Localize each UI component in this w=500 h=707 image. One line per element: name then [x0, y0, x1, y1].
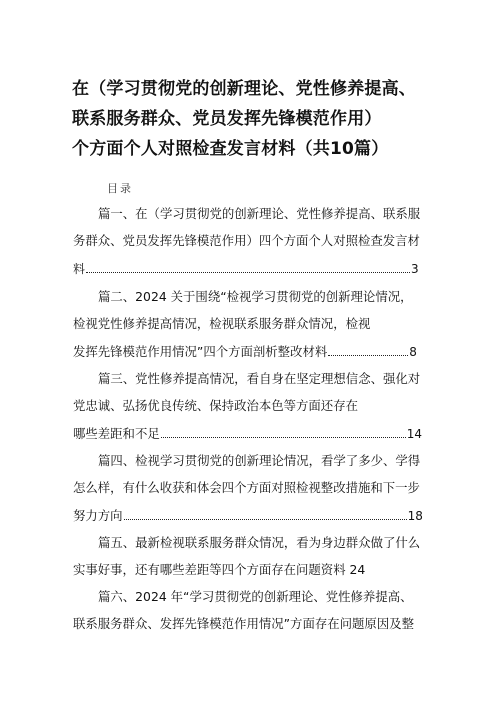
toc-entry-3-leader[interactable]: [73, 424, 422, 442]
toc-entry-6-line-2[interactable]: 联系服务群众、发挥先锋模范作用情况”方面存在问题原因及整: [73, 616, 414, 631]
toc-entry-2-last-text: 发挥先锋模范作用情况”四个方面剖析整改材料: [73, 344, 328, 359]
toc-entry-1-last-text: 料: [73, 262, 86, 276]
toc-entry-4-leader[interactable]: [73, 506, 423, 524]
toc-entry-3-last-text: 哪些差距和不足: [73, 426, 160, 441]
toc-entry-1-leader[interactable]: [73, 260, 428, 277]
title-line-1: 在（学习贯彻党的创新理论、党性修养提高、: [72, 79, 416, 99]
toc-entry-2-leader[interactable]: [73, 342, 417, 360]
toc-entry-2-line-1[interactable]: 篇二、2024 关于围绕“检视学习贯彻党的创新理论情况，: [98, 289, 413, 304]
toc-entry-5-line-1[interactable]: 篇五、最新检视联系服务群众情况，看为身边群众做了什么: [98, 535, 421, 550]
toc-entry-1-line-2[interactable]: 务群众、党员发挥先锋模范作用）四个方面个人对照检查发言材: [73, 233, 420, 248]
toc-entry-3-page: 14: [406, 427, 423, 441]
title-line-2: 联系服务群众、党员发挥先锋模范作用）: [72, 109, 382, 129]
dot-leader: [161, 427, 406, 438]
toc-entry-1-line-1[interactable]: 篇一、在（学习贯彻党的创新理论、党性修养提高、联系服: [98, 206, 421, 221]
dot-leader: [124, 509, 407, 520]
toc-entry-5-line-2[interactable]: 实事好事，还有哪些差距等四个方面存在问题资料 24: [73, 562, 366, 577]
toc-entry-6-line-1[interactable]: 篇六、2024 年“学习贯彻党的创新理论、党性修养提高、: [98, 589, 413, 604]
toc-entry-4-page: 18: [407, 509, 423, 523]
toc-entry-3-line-1[interactable]: 篇三、党性修养提高情况，看自身在坚定理想信念、强化对: [98, 371, 421, 386]
toc-entry-2-line-2[interactable]: 检视党性修养提高情况，检视联系服务群众情况，检视: [73, 316, 371, 331]
dot-leader: [328, 345, 408, 356]
toc-entry-4-line-2[interactable]: 怎么样，有什么收获和体会四个方面对照检视整改措施和下一步: [73, 480, 420, 495]
toc-heading: 目录: [107, 182, 133, 195]
title-line-3: 个方面个人对照检查发言材料（共10篇）: [72, 139, 389, 159]
toc-entry-4-last-text: 努力方向: [73, 508, 123, 523]
toc-entry-1-page: 3: [411, 262, 419, 276]
toc-entry-4-line-1[interactable]: 篇四、检视学习贯彻党的创新理论情况，看学了多少、学得: [98, 453, 421, 468]
toc-entry-2-page: 8: [409, 345, 417, 359]
toc-entry-3-line-2[interactable]: 党忠诚、弘扬优良传统、保持政治本色等方面还存在: [73, 398, 358, 413]
dot-leader: [86, 262, 410, 273]
